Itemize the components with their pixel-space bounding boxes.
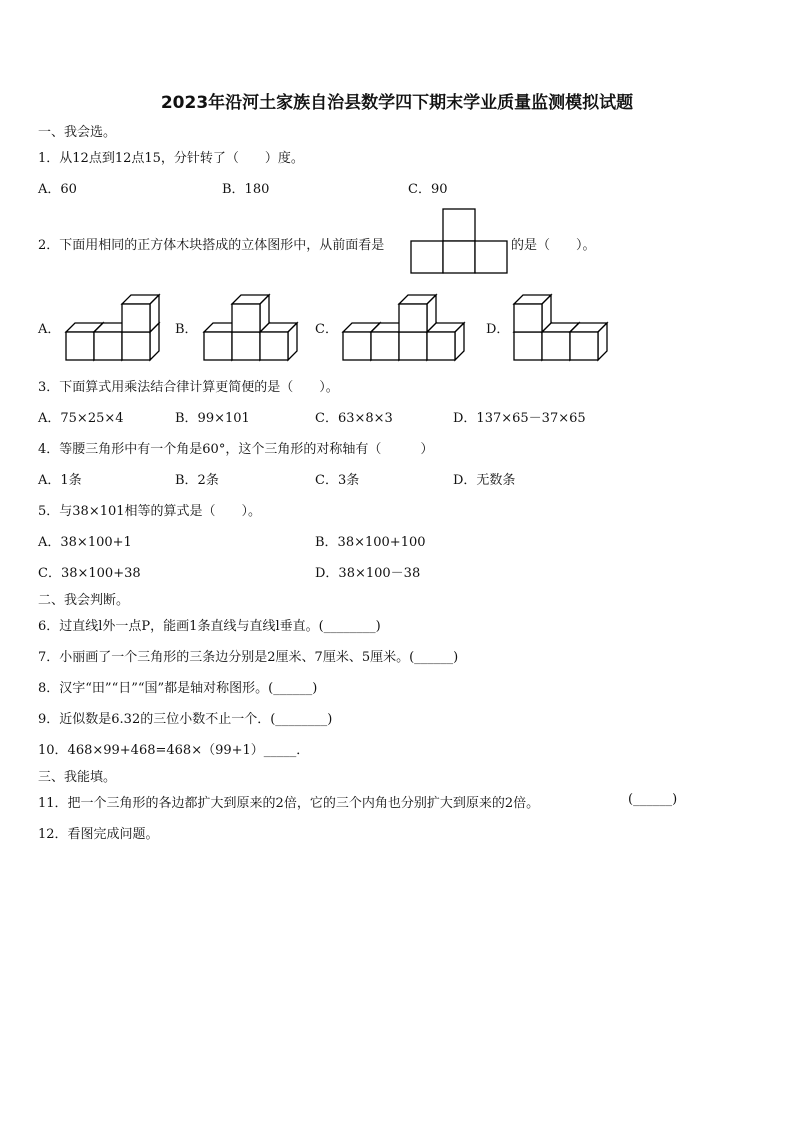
cube-figure-a <box>66 288 166 362</box>
question-4-option-d: D．无数条 <box>453 473 516 488</box>
front-view-figure <box>411 209 507 273</box>
cube-figure-b <box>204 288 308 362</box>
question-12: 12．看图完成问题。 <box>38 827 159 842</box>
question-11-stem: 11．把一个三角形的各边都扩大到原来的2倍，它的三个内角也分别扩大到原来的2倍。 <box>38 796 540 811</box>
question-3-option-c: C．63×8×3 <box>315 411 393 426</box>
question-2-option-a-label: A． <box>38 322 61 337</box>
question-2-option-c-label: C． <box>315 322 338 337</box>
question-2-option-b-label: B． <box>175 322 198 337</box>
question-5-option-a: A．38×100+1 <box>38 535 132 550</box>
question-5-stem: 5．与38×101相等的算式是（ ）。 <box>38 504 262 519</box>
section-heading-1: 一、我会选。 <box>38 125 117 140</box>
section-heading-2: 二、我会判断。 <box>38 593 130 608</box>
question-2-stem-start: 2．下面用相同的正方体木块搭成的立体图形中，从前面看是 <box>38 238 385 253</box>
question-6: 6．过直线l外一点P，能画1条直线与直线l垂直。(________) <box>38 619 381 634</box>
question-3-option-a: A．75×25×4 <box>38 411 124 426</box>
question-7: 7．小丽画了一个三角形的三条边分别是2厘米、7厘米、5厘米。(______) <box>38 650 459 665</box>
cube <box>570 323 607 360</box>
section-heading-3: 三、我能填。 <box>38 770 117 785</box>
question-3-option-d: D．137×65－37×65 <box>453 411 586 426</box>
cube <box>514 295 551 332</box>
cube <box>427 323 464 360</box>
question-5-option-d: D．38×100－38 <box>315 566 421 581</box>
question-1-option-c: C．90 <box>408 182 448 197</box>
cube-figure-d <box>514 288 618 362</box>
page-title: 2023年沿河土家族自治县数学四下期末学业质量监测模拟试题 <box>160 93 634 113</box>
question-4-option-c: C．3条 <box>315 473 360 488</box>
question-3-stem: 3．下面算式用乘法结合律计算更简便的是（ ）。 <box>38 380 339 395</box>
cube <box>122 295 159 332</box>
question-1-stem: 1．从12点到12点15，分针转了（ ）度。 <box>38 151 304 166</box>
question-5-option-c: C．38×100+38 <box>38 566 141 581</box>
question-1-option-b: B．180 <box>222 182 270 197</box>
question-9: 9．近似数是6.32的三位小数不止一个．(________) <box>38 712 333 727</box>
question-4-option-b: B．2条 <box>175 473 219 488</box>
question-5-option-b: B．38×100+100 <box>315 535 426 550</box>
question-4-option-a: A．1条 <box>38 473 82 488</box>
cube-figure-c <box>343 288 473 362</box>
question-2-stem-end: 的是（ ）。 <box>511 238 596 253</box>
cube <box>399 295 436 332</box>
cube <box>232 295 269 332</box>
cube <box>260 323 297 360</box>
question-2-option-d-label: D． <box>486 322 510 337</box>
question-8: 8．汉字“田”“日”“国”都是轴对称图形。(______) <box>38 681 318 696</box>
question-3-option-b: B．99×101 <box>175 411 250 426</box>
question-4-stem: 4．等腰三角形中有一个角是60°，这个三角形的对称轴有（ ） <box>38 442 434 457</box>
question-10: 10．468×99+468=468×（99+1）_____． <box>38 743 310 758</box>
question-11-blank: (______) <box>628 792 678 807</box>
question-1-option-a: A．60 <box>38 182 77 197</box>
